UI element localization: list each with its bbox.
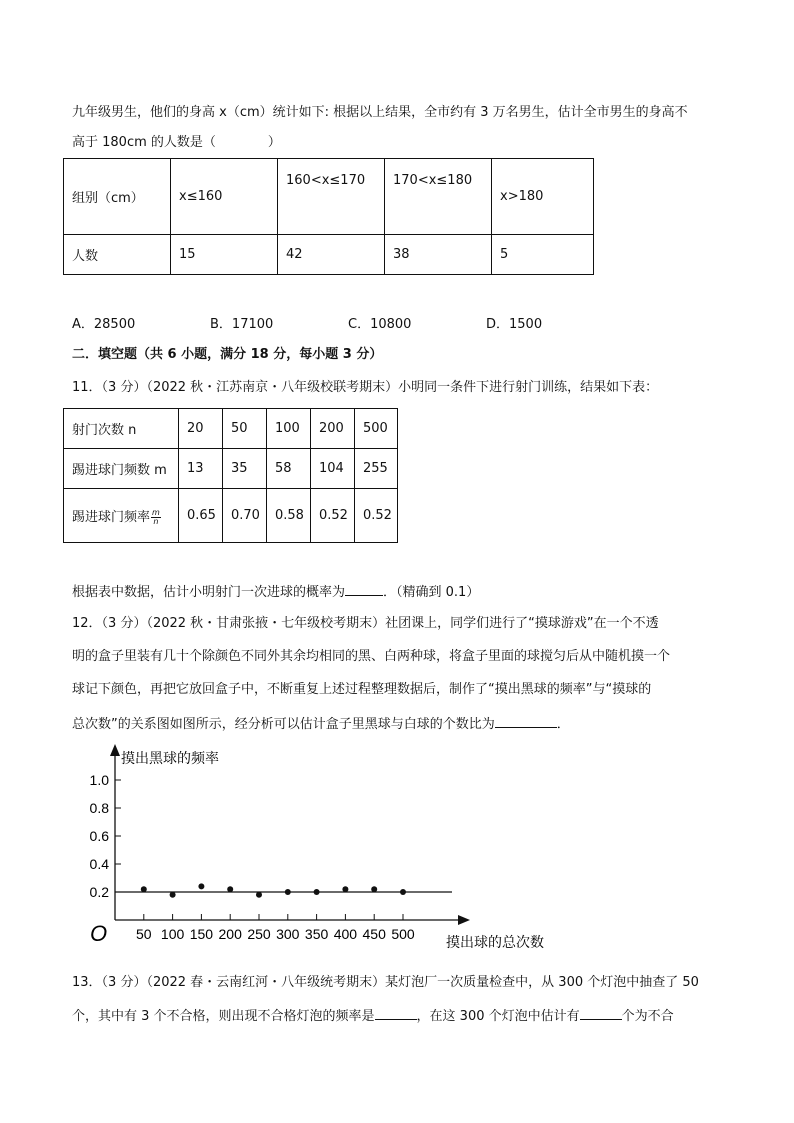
table-cell: 0.52 [355,489,398,543]
q13-line-1: 13．（3 分）（2022 春・云南红河・八年级统考期末）某灯泡厂一次质量检查中，从 300 个灯泡中抽查了 50 [72,975,699,990]
table-cell: 200 [311,409,355,449]
table-cell: 42 [278,235,385,275]
data-point [314,889,320,895]
q11-answer-line [72,581,479,603]
table-cell: 0.58 [267,489,311,543]
x-tick-label: 250 [247,926,271,942]
table-cell: 15 [171,235,278,275]
table-cell: 35 [223,449,267,489]
table-header: x≤160 [171,159,278,235]
table-header: 160<x≤170 [278,159,385,235]
height-table [63,158,594,275]
table-cell: 100 [267,409,311,449]
x-tick-label: 150 [189,926,214,942]
data-point [256,892,262,898]
data-point [170,892,176,898]
q12-line-2: 明的盒子里装有几十个除颜色不同外其余均相同的黑、白两种球，将盒子里面的球搅匀后从中随机摸一个 [72,649,671,664]
table-row [64,489,398,543]
table-row [64,409,398,449]
q11-answer-blank[interactable] [345,581,383,596]
fraction-numerator: m [152,507,160,517]
x-tick-label: 200 [218,926,242,942]
m-over-n-fraction [151,509,161,526]
data-point [371,886,377,892]
q13-text-b: ，在这 300 个灯泡中估计有 [416,1009,580,1024]
table-cell: 500 [355,409,398,449]
x-axis-arrow [458,915,470,925]
data-point [400,889,406,895]
section-title: 二．填空题（共 6 小题，满分 18 分，每小题 3 分） [72,347,383,362]
y-tick-label: 0.6 [89,828,109,844]
y-tick-label: 1.0 [89,772,109,788]
chart-y-axis-label: 摸出黑球的频率 [121,750,219,766]
q11-answer-text-b: ．（精确到 0.1） [383,585,480,600]
table-row-label: 踢进球门频数 m [64,449,179,489]
fraction-denominator: n [153,516,159,526]
chart-axes [110,744,470,925]
table-row [64,235,594,275]
option-d: D．1500 [486,317,543,332]
chart-y-ticks [90,772,121,900]
y-tick-label: 0.8 [89,800,109,816]
table-row-label [64,489,179,543]
x-tick-label: 50 [136,926,152,942]
table-cell: 38 [385,235,492,275]
q12-line-3: 球记下颜色，再把它放回盒子中，不断重复上述过程整理数据后，制作了“摸出黑球的频率”与“摸球的 [72,682,652,697]
q12-line-4 [72,713,570,735]
x-tick-label: 100 [160,926,185,942]
table-row-label: 人数 [64,235,171,275]
data-point [198,883,204,889]
data-point [227,886,233,892]
q11-stem: 11．（3 分）（2022 秋・江苏南京・八年级校联考期末）小明同一条件下进行射门训练，结果如下表： [72,380,659,395]
y-tick-label: 0.2 [89,884,109,900]
table-header: 组别（cm） [64,159,171,235]
option-b: B．17100 [210,317,274,332]
q12-line-4-text-b: ． [556,717,570,732]
data-point [342,886,348,892]
table-cell: 13 [179,449,223,489]
q13-line-2 [72,1005,674,1027]
table-header: 170<x≤180 [385,159,492,235]
q12-line-1: 12．（3 分）（2022 秋・甘肃张掖・七年级校考期末）社团课上，同学们进行了“摸球游戏”在一个不透 [72,616,659,631]
table-cell: 50 [223,409,267,449]
frequency-label: 踢进球门频率 [72,509,151,525]
table-cell: 255 [355,449,398,489]
table-cell: 0.52 [311,489,355,543]
chart-origin-label: O [90,921,108,946]
table-row [64,159,594,235]
question-intro-line-1: 九年级男生，他们的身高 x（cm）统计如下: 根据以上结果，全市约有 3 万名男生，估计全市男生的身高不 [72,105,688,120]
x-tick-label: 500 [391,926,415,942]
table-header: x>180 [492,159,594,235]
question-intro-line-2: 高于 180cm 的人数是（ ） [72,135,281,150]
option-c: C．10800 [348,317,412,332]
table-row-label: 射门次数 n [64,409,179,449]
option-a: A．28500 [72,317,136,332]
q13-blank-1[interactable] [375,1005,417,1020]
table-cell: 0.70 [223,489,267,543]
table-row [64,449,398,489]
table-cell: 20 [179,409,223,449]
q12-answer-blank[interactable] [495,713,557,728]
chart-points [141,883,406,897]
q13-text-a: 个，其中有 3 个不合格，则出现不合格灯泡的频率是 [72,1009,375,1024]
frequency-chart [80,740,560,960]
y-axis-arrow [110,744,120,756]
q12-line-4-text-a: 总次数”的关系图如图所示，经分析可以估计盒子里黑球与白球的个数比为 [72,717,495,732]
shooting-table [63,408,398,543]
x-tick-label: 350 [304,926,329,942]
data-point [141,886,147,892]
q11-answer-text-a: 根据表中数据，估计小明射门一次进球的概率为 [72,585,346,600]
y-tick-label: 0.4 [89,856,109,872]
chart-x-axis-label: 摸出球的总次数 [446,934,544,950]
data-point [285,889,291,895]
q13-text-c: 个为不合 [621,1009,674,1024]
table-cell: 0.65 [179,489,223,543]
table-cell: 5 [492,235,594,275]
x-tick-label: 400 [333,926,358,942]
x-tick-label: 450 [362,926,386,942]
x-tick-label: 300 [276,926,300,942]
q13-blank-2[interactable] [580,1005,622,1020]
chart-x-ticks [136,914,415,942]
table-cell: 104 [311,449,355,489]
table-cell: 58 [267,449,311,489]
